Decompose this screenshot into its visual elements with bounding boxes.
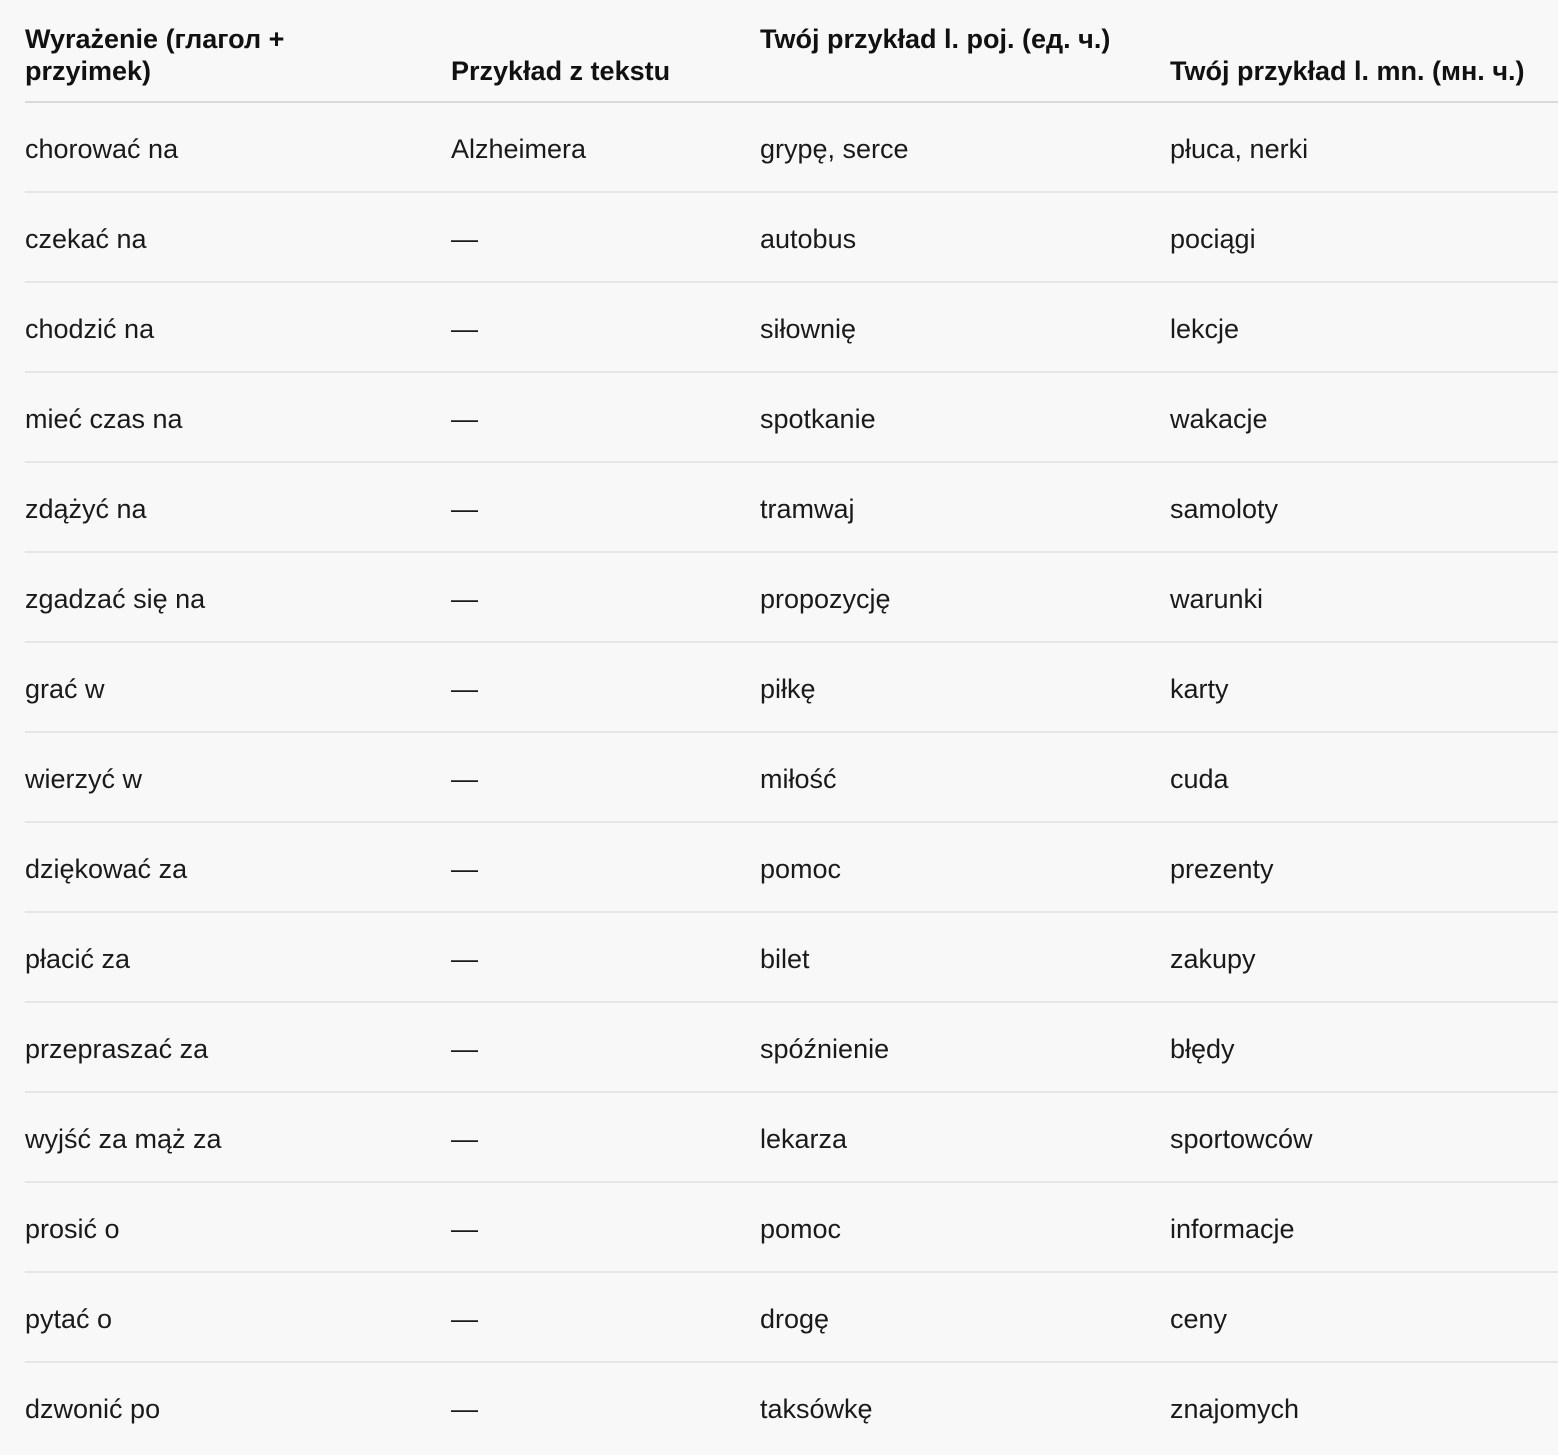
plural-example-cell: informacje (1170, 1214, 1295, 1244)
text-example-cell: — (451, 1304, 478, 1334)
plural-example-cell: cuda (1170, 764, 1229, 794)
plural-example-cell: ceny (1170, 1304, 1228, 1334)
text-example-cell: — (451, 1034, 478, 1064)
table-row (25, 823, 1558, 913)
plural-example-cell: sportowców (1170, 1124, 1313, 1154)
plural-example-cell: warunki (1170, 584, 1264, 614)
text-example-cell: — (451, 584, 478, 614)
singular-example-cell: pomoc (760, 854, 842, 884)
table-row (25, 733, 1558, 823)
table-row (25, 1003, 1558, 1093)
table-row (25, 1093, 1558, 1183)
expression-cell: przepraszać za (25, 1034, 209, 1064)
expression-cell: grać w (25, 674, 105, 704)
singular-example-cell: drogę (760, 1304, 830, 1334)
singular-example-cell: tramwaj (760, 494, 855, 524)
singular-example-cell: taksówkę (760, 1394, 873, 1424)
table-row (25, 913, 1558, 1003)
plural-example-cell: błędy (1170, 1034, 1235, 1064)
table-row (25, 193, 1558, 283)
plural-example-cell: płuca, nerki (1170, 134, 1309, 164)
plural-example-cell: pociągi (1170, 224, 1256, 254)
expression-cell: dziękować za (25, 854, 188, 884)
text-example-cell: — (451, 314, 478, 344)
expression-cell: zgadzać się na (25, 584, 206, 614)
expression-cell: wyjść za mąż za (25, 1124, 222, 1154)
singular-example-cell: pomoc (760, 1214, 842, 1244)
table-row (25, 463, 1558, 553)
prepositions-table (25, 0, 1558, 1453)
table-header (25, 0, 1558, 103)
text-example-cell: — (451, 1394, 478, 1424)
expression-cell: prosić o (25, 1214, 120, 1244)
singular-example-cell: autobus (760, 224, 857, 254)
singular-example-cell: spotkanie (760, 404, 876, 434)
plural-example-cell: prezenty (1170, 854, 1274, 884)
text-example-cell: — (451, 404, 478, 434)
header-plural-example: Twój przykład l. mn. (мн. ч.) (1170, 56, 1525, 86)
plural-example-cell: samoloty (1170, 494, 1279, 524)
table-row (25, 103, 1558, 193)
table-row (25, 1183, 1558, 1273)
text-example-cell: — (451, 674, 478, 704)
plural-example-cell: znajomych (1170, 1394, 1300, 1424)
text-example-cell: Alzheimera (451, 134, 587, 164)
singular-example-cell: spóźnienie (760, 1034, 890, 1064)
singular-example-cell: propozycję (760, 584, 891, 614)
singular-example-cell: miłość (760, 764, 837, 794)
expression-cell: zdążyć na (25, 494, 147, 524)
header-singular-example: Twój przykład l. poj. (ед. ч.) (760, 24, 1111, 54)
table-row (25, 553, 1558, 643)
table-row (25, 283, 1558, 373)
table-row (25, 643, 1558, 733)
table-row (25, 1363, 1558, 1453)
expression-cell: płacić za (25, 944, 131, 974)
text-example-cell: — (451, 1124, 478, 1154)
header-expression: Wyrażenie (глагол + przyimek) (25, 24, 285, 86)
expression-cell: wierzyć w (25, 764, 143, 794)
singular-example-cell: piłkę (760, 674, 816, 704)
singular-example-cell: bilet (760, 944, 810, 974)
table-body (25, 103, 1558, 1453)
plural-example-cell: wakacje (1170, 404, 1268, 434)
header-text-example: Przykład z tekstu (451, 56, 671, 86)
expression-cell: czekać na (25, 224, 147, 254)
plural-example-cell: lekcje (1170, 314, 1240, 344)
expression-cell: dzwonić po (25, 1394, 161, 1424)
table-row (25, 1273, 1558, 1363)
text-example-cell: — (451, 854, 478, 884)
plural-example-cell: zakupy (1170, 944, 1256, 974)
text-example-cell: — (451, 764, 478, 794)
text-example-cell: — (451, 224, 478, 254)
table-row (25, 373, 1558, 463)
singular-example-cell: lekarza (760, 1124, 848, 1154)
text-example-cell: — (451, 1214, 478, 1244)
expression-cell: chodzić na (25, 314, 155, 344)
singular-example-cell: siłownię (760, 314, 857, 344)
expression-cell: pytać o (25, 1304, 113, 1334)
expression-cell: mieć czas na (25, 404, 183, 434)
singular-example-cell: grypę, serce (760, 134, 909, 164)
text-example-cell: — (451, 944, 478, 974)
text-example-cell: — (451, 494, 478, 524)
plural-example-cell: karty (1170, 674, 1229, 704)
expression-cell: chorować na (25, 134, 179, 164)
